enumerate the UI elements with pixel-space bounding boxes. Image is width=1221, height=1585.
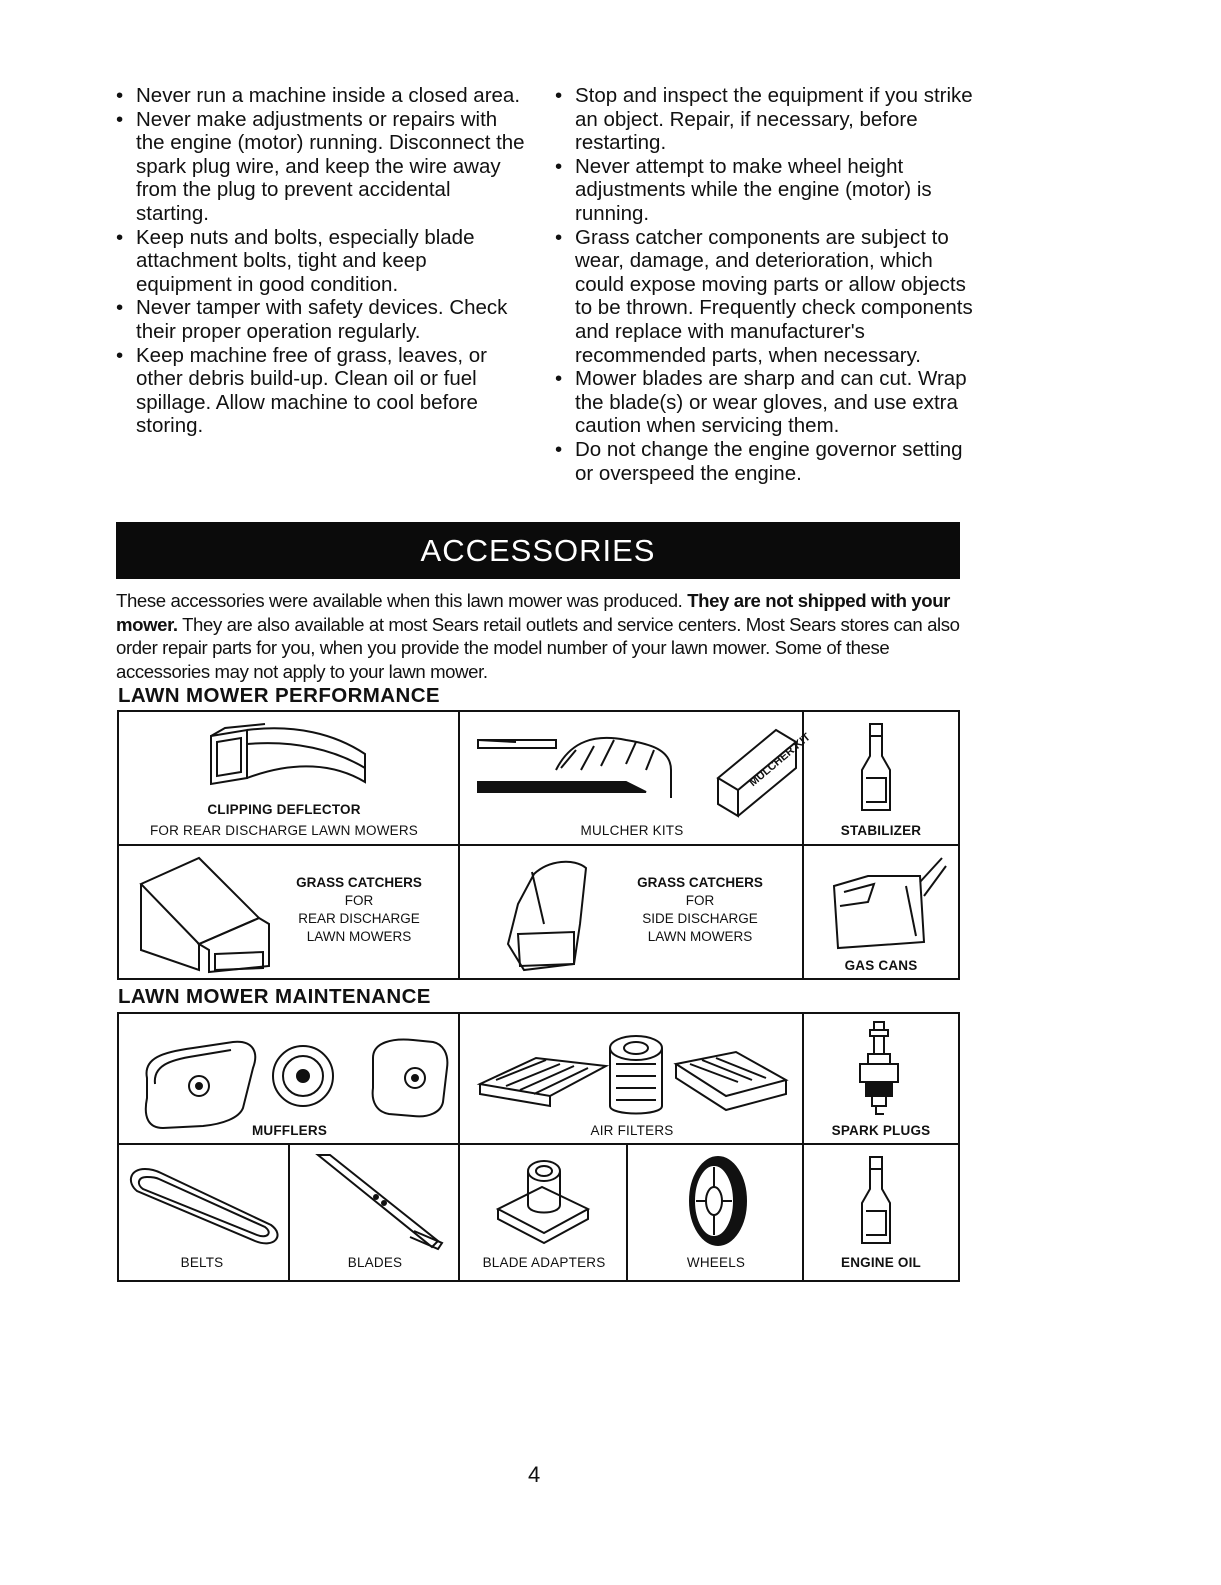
wheels-label: WHEELS <box>686 1255 746 1270</box>
list-item: • Never run a machine inside a closed area. <box>116 84 526 108</box>
cell-blades <box>290 1145 460 1280</box>
list-item: • Never attempt to make wheel height adjustments while the engine (motor) is running. <box>555 155 975 226</box>
list-item: • Do not change the engine governor setting or overspeed the engine. <box>555 438 975 485</box>
mulcher-kit-icon <box>476 720 813 810</box>
cell-spark-plugs <box>804 1014 958 1145</box>
list-item: • Keep machine free of grass, leaves, or other debris build-up. Clean oil or fuel spillage. Allow machine to cool before storing. <box>116 344 526 438</box>
clipping-deflector-icon <box>205 724 375 794</box>
intro-bold-text: They are not shipped with your mower. <box>116 590 950 635</box>
air-filters-icon <box>476 1024 796 1114</box>
gas-can-icon <box>828 856 948 956</box>
cell-side-catchers <box>460 846 804 978</box>
mulcher-kits-label: MULCHER KITS <box>580 823 684 838</box>
side-catchers-line-1: GRASS CATCHERS <box>637 875 763 890</box>
cell-wheels <box>628 1145 804 1280</box>
page-number: 4 <box>528 1462 541 1487</box>
cell-blade-adapters <box>460 1145 628 1280</box>
maintenance-grid <box>117 1012 960 1282</box>
clipping-deflector-label: CLIPPING DEFLECTOR <box>207 802 361 817</box>
blade-adapter-icon <box>494 1157 594 1247</box>
stabilizer-label: STABILIZER <box>840 823 922 838</box>
accessories-intro <box>116 589 976 683</box>
list-item: • Never make adjustments or repairs with the engine (motor) running. Disconnect the spark plug wire, and keep the wire away from the plug to prevent accidental starting. <box>116 108 526 226</box>
wheel-icon <box>684 1153 754 1253</box>
belt-icon <box>125 1155 285 1245</box>
accessories-banner: ACCESSORIES <box>116 522 960 579</box>
stabilizer-bottle-icon <box>856 722 896 812</box>
safety-list-left <box>116 84 526 438</box>
engine-oil-bottle-icon <box>856 1155 896 1245</box>
intro-text-2: They are also available at most Sears retail outlets and service centers. Most Sears stores can also order repair parts for you, when you provide the model number of your lawn mower. Some of these accessories may not apply to your lawn mower. <box>116 613 960 682</box>
gas-cans-label: GAS CANS <box>844 958 918 973</box>
cell-mulcher-kits <box>460 712 813 846</box>
list-item: • Stop and inspect the equipment if you strike an object. Repair, if necessary, before restarting. <box>555 84 975 155</box>
side-grass-catcher-icon <box>504 854 594 974</box>
belts-label: BELTS <box>180 1255 224 1270</box>
air-filters-label: AIR FILTERS <box>590 1123 674 1138</box>
rear-catchers-label <box>279 874 439 946</box>
cell-belts <box>119 1145 290 1280</box>
list-item: • Keep nuts and bolts, especially blade attachment bolts, tight and keep equipment in good condition. <box>116 226 526 297</box>
blade-icon <box>314 1151 444 1251</box>
cell-air-filters <box>460 1014 804 1145</box>
performance-grid <box>117 710 960 980</box>
mufflers-label: MUFFLERS <box>251 1123 328 1138</box>
performance-title: LAWN MOWER PERFORMANCE <box>118 684 440 707</box>
clipping-deflector-sublabel: FOR REAR DISCHARGE LAWN MOWERS <box>149 823 419 838</box>
list-item: • Grass catcher components are subject to wear, damage, and deterioration, which could expose moving parts or allow objects to be thrown. Frequently check components and replace with manufacturer's recommended parts, when necessary. <box>555 226 975 368</box>
mulcher-kit-box-text: MULCHER KIT <box>747 731 813 790</box>
blade-adapters-label: BLADE ADAPTERS <box>482 1255 606 1270</box>
rear-catchers-line-3: REAR DISCHARGE <box>298 911 420 926</box>
rear-catchers-line-1: GRASS CATCHERS <box>296 875 422 890</box>
rear-catchers-line-4: LAWN MOWERS <box>306 929 412 944</box>
side-catchers-line-4: LAWN MOWERS <box>647 929 753 944</box>
engine-oil-label: ENGINE OIL <box>840 1255 921 1270</box>
rear-catchers-line-2: FOR <box>344 893 374 908</box>
blades-label: BLADES <box>347 1255 403 1270</box>
cell-rear-catchers <box>119 846 460 978</box>
rear-grass-catcher-icon <box>139 854 279 974</box>
cell-stabilizer <box>804 712 958 846</box>
intro-text-1: These accessories were available when this lawn mower was produced. <box>116 590 688 611</box>
cell-mufflers <box>119 1014 460 1145</box>
spark-plug-icon <box>850 1020 910 1120</box>
list-item: • Never tamper with safety devices. Check their proper operation regularly. <box>116 296 526 343</box>
list-item: • Mower blades are sharp and can cut. Wrap the blade(s) or wear gloves, and use extra caution when servicing them. <box>555 367 975 438</box>
mufflers-icon <box>143 1028 453 1128</box>
cell-gas-cans <box>804 846 958 978</box>
side-catchers-line-3: SIDE DISCHARGE <box>642 911 758 926</box>
side-catchers-label <box>610 874 790 946</box>
spark-plugs-label: SPARK PLUGS <box>831 1123 931 1138</box>
maintenance-title: LAWN MOWER MAINTENANCE <box>118 985 431 1008</box>
cell-clipping-deflector <box>119 712 460 846</box>
side-catchers-line-2: FOR <box>685 893 715 908</box>
cell-engine-oil <box>804 1145 958 1280</box>
safety-list-right <box>555 84 975 485</box>
